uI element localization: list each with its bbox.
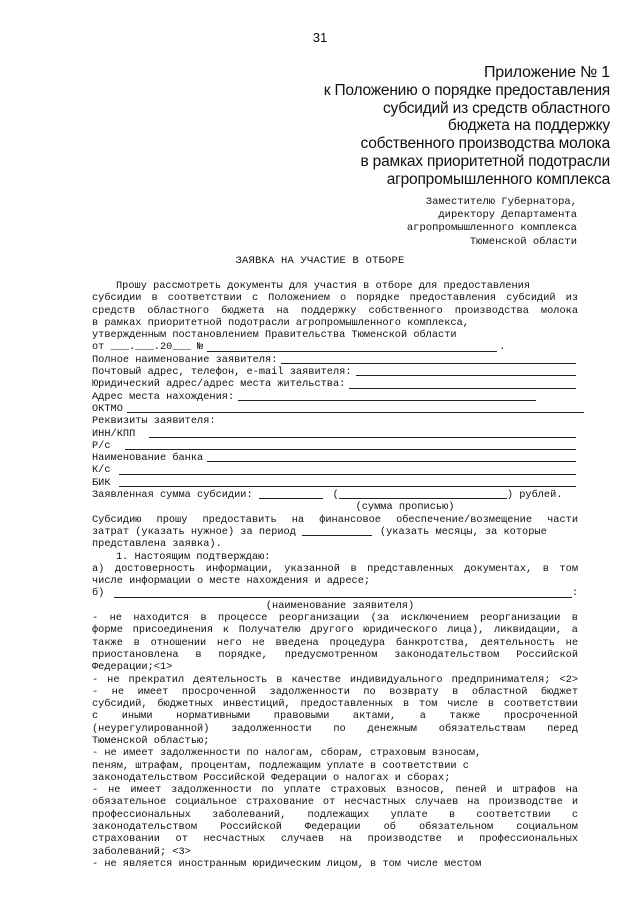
- list-p5-line: обязательное социальное страхование от несчастных случаев на производстве и: [92, 796, 578, 809]
- full-name-field[interactable]: [281, 363, 576, 364]
- amount-row: Заявленная сумма субсидии: ( ) рублей.: [92, 489, 563, 502]
- location-field[interactable]: [238, 400, 536, 401]
- intro-line: утвержденным постановлением Правительства Тюменской области: [92, 329, 457, 342]
- intro-line: субсидии в соответствии с Положением о порядке предоставления субсидий из: [92, 292, 578, 305]
- appendix-line: собственного производства молока: [360, 135, 610, 153]
- decree-number-field[interactable]: [207, 351, 497, 352]
- list-p3-line: Тюменской областью;: [92, 734, 210, 747]
- list-p3-line: с иными нормативными правовыми актами, а также просроченной: [92, 710, 578, 723]
- appendix-line: в рамках приоритетной подотрасли: [360, 152, 610, 170]
- list-p2-line: - не прекратил деятельность в качестве индивидуального предпринимателя; <2>: [92, 673, 578, 686]
- appendix-header: [280, 64, 610, 189]
- ks-field[interactable]: [119, 474, 576, 475]
- list-p1-line: Федерации;<1>: [92, 661, 173, 674]
- appendix-line: субсидий из средств областного: [382, 99, 610, 117]
- intro-line: в рамках приоритетной подотрасли агропромышленного комплекса,: [92, 316, 469, 329]
- appendix-line: бюджета на поддержку: [447, 117, 610, 135]
- confirm-a-line: а) достоверность информации, указанной в представленных документах, в том: [92, 562, 578, 575]
- period-row: затрат (указать нужное) за период (указать месяцы, за которые: [92, 525, 547, 538]
- intro-line: средств областного бюджета на поддержку собственного производства молока: [92, 304, 578, 317]
- list-p5-line: законодательством Российской Федерации об обязательном социальном: [92, 821, 578, 834]
- oktmo-row: ОКТМО: [92, 403, 586, 415]
- subsidy-request-line: Субсидию прошу предоставить на финансовое обеспечение/возмещение части: [92, 513, 578, 526]
- addressee-line: Тюменской области: [469, 235, 577, 248]
- list-p3-line: - не имеет просроченной задолженности по возврату в областной бюджет: [92, 685, 578, 698]
- list-p4-line: пеням, штрафам, процентам, подлежащим уплате в соответствии с: [92, 759, 469, 772]
- list-p1-line: также в отношении него не введена процедура банкротства, деятельность не: [92, 636, 578, 649]
- list-p3-line: (неурегулированной) задолженности по денежным обязательствам перед: [92, 722, 578, 735]
- bik-row: БИК: [92, 477, 578, 489]
- addressee-line: агропромышленного комплекса: [406, 222, 577, 235]
- form-title: ЗАЯВКА НА УЧАСТИЕ В ОТБОРЕ: [235, 255, 405, 267]
- addressee-line: директору Департамента: [438, 209, 577, 222]
- oktmo-field[interactable]: [127, 412, 584, 413]
- list-p6-line: - не является иностранным юридическим лицом, в том числе местом: [92, 857, 482, 870]
- intro-line: Прошу рассмотреть документы для участия в отборе для предоставления: [116, 280, 531, 292]
- bank-field[interactable]: [207, 461, 576, 462]
- period-field[interactable]: [302, 535, 372, 536]
- amount-field[interactable]: [259, 498, 323, 499]
- list-p5-line: заболеваний; <3>: [92, 845, 191, 858]
- contacts-field[interactable]: [356, 375, 576, 376]
- amount-words-field[interactable]: [339, 498, 507, 499]
- decree-reference-line: от ___.___.20___ № .: [92, 341, 506, 354]
- applicant-name-field[interactable]: [114, 597, 571, 598]
- appendix-line: агропромышленного комплекса: [386, 170, 610, 188]
- legal-address-row: Юридический адрес/адрес места жительства:: [92, 378, 578, 390]
- page-number: 31: [312, 30, 328, 45]
- confirm-b-row: б) :: [92, 587, 578, 600]
- appendix-line: к Положению о порядке предоставления: [323, 81, 610, 99]
- list-p1-line: - не находится в процессе реорганизации (за исключением реорганизации в: [92, 612, 578, 625]
- contacts-row: Почтовый адрес, телефон, e-mail заявителя:: [92, 366, 578, 378]
- bik-field[interactable]: [119, 486, 576, 487]
- bank-row: Наименование банка: [92, 452, 578, 464]
- confirm-heading: 1. Настоящим подтверждаю:: [116, 550, 271, 563]
- list-p1-line: форме присоединения к Получателю другого юридического лица), ликвидации, а: [92, 624, 578, 637]
- full-name-row: Полное наименование заявителя:: [92, 354, 578, 366]
- addressee-line: Заместителю Губернатора,: [425, 196, 577, 208]
- list-p4-line: законодательством Российской Федерации о налогах и сборах;: [92, 771, 451, 784]
- appendix-title: Приложение № 1: [484, 64, 610, 81]
- form-body: [92, 280, 578, 870]
- rs-row: Р/с: [92, 440, 578, 452]
- legal-address-field[interactable]: [349, 388, 576, 389]
- list-p5-line: - не имеет задолженности по уплате страховых взносов, пеней и штрафов на: [92, 784, 578, 797]
- requisites-label: Реквизиты заявителя:: [92, 415, 216, 428]
- inn-field[interactable]: [149, 437, 576, 438]
- list-p4-line: - не имеет задолженности по налогам, сборам, страховым взносам,: [92, 747, 482, 760]
- list-p3-line: субсидий, бюджетных инвестиций, предоставленных в том числе в соответствии: [92, 698, 578, 711]
- list-p5-line: страховании от несчастных случаев на производстве и профессиональных: [92, 833, 578, 846]
- inn-row: ИНН/КПП: [92, 428, 578, 440]
- list-p5-line: профессиональных заболеваний, подлежащих уплате в соответствии с: [92, 808, 578, 821]
- confirm-a-line: числе информации о месте нахождения и адресе;: [92, 575, 371, 588]
- amount-words-hint: (сумма прописью): [355, 501, 455, 514]
- subsidy-request-line: представлена заявка).: [92, 538, 222, 551]
- list-p1-line: приостановлена в порядке, предусмотренном законодательством Российской: [92, 648, 578, 661]
- rs-field[interactable]: [125, 449, 576, 450]
- applicant-name-hint: (наименование заявителя): [265, 599, 415, 612]
- location-row: Адрес места нахождения:: [92, 391, 578, 403]
- addressee-block: [407, 196, 577, 249]
- ks-row: К/с: [92, 464, 578, 476]
